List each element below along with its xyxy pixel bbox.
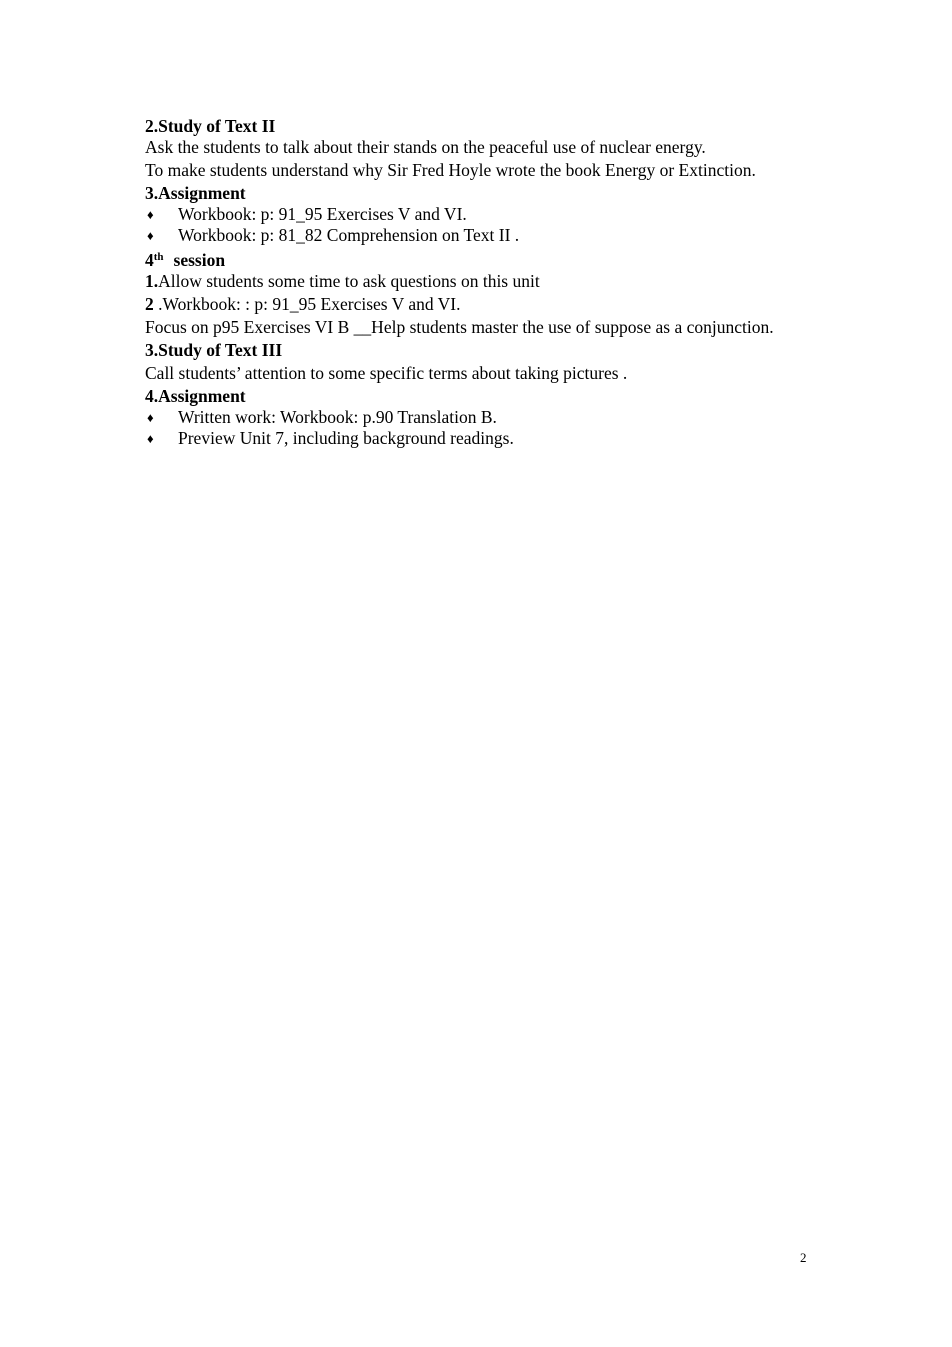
diamond-bullet-icon: ♦ xyxy=(147,431,154,446)
diamond-bullet-icon: ♦ xyxy=(147,228,154,243)
list-item xyxy=(145,428,809,449)
list-item-text: Workbook: p: 81_82 Comprehension on Text II . xyxy=(178,225,520,245)
paragraph-call-attention: Call students’ attention to some specific terms about taking pictures . xyxy=(145,363,628,383)
diamond-bullet-icon: ♦ xyxy=(147,207,154,222)
heading-study-text-2: 2.Study of Text II xyxy=(145,116,276,136)
item-text: Allow students some time to ask questions on this unit xyxy=(158,271,540,291)
item-number: 2 xyxy=(145,294,154,314)
page-number: 2 xyxy=(800,1250,807,1265)
item-workbook xyxy=(145,294,809,315)
list-item xyxy=(145,407,809,428)
document-body xyxy=(145,116,809,449)
list-item xyxy=(145,225,809,246)
item-number: 1. xyxy=(145,271,159,291)
paragraph-focus-suppose: Focus on p95 Exercises VI B __Help students master the use of suppose as a conjunction. xyxy=(145,317,774,337)
heading-study-text-3: 3.Study of Text III xyxy=(145,340,283,360)
item-text: .Workbook: : p: 91_95 Exercises V and VI. xyxy=(153,294,461,314)
diamond-bullet-icon: ♦ xyxy=(147,410,154,425)
session-word: session xyxy=(173,250,226,270)
heading-assignment-3: 3.Assignment xyxy=(145,183,246,203)
paragraph-fred-hoyle: To make students understand why Sir Fred Hoyle wrote the book Energy or Extinction. xyxy=(145,160,756,180)
list-item-text: Preview Unit 7, including background readings. xyxy=(178,428,514,448)
session-number: 4 xyxy=(145,250,154,270)
list-item-text: Written work: Workbook: p.90 Translation B. xyxy=(178,407,497,427)
paragraph-stands-nuclear: Ask the students to talk about their stands on the peaceful use of nuclear energy. xyxy=(145,137,706,157)
session-ordinal-suffix: th xyxy=(153,251,164,263)
item-allow-students xyxy=(145,271,809,292)
list-item-text: Workbook: p: 91_95 Exercises V and VI. xyxy=(178,204,467,224)
heading-session-4 xyxy=(145,250,809,271)
list-item xyxy=(145,204,809,225)
heading-assignment-4: 4.Assignment xyxy=(145,386,246,406)
